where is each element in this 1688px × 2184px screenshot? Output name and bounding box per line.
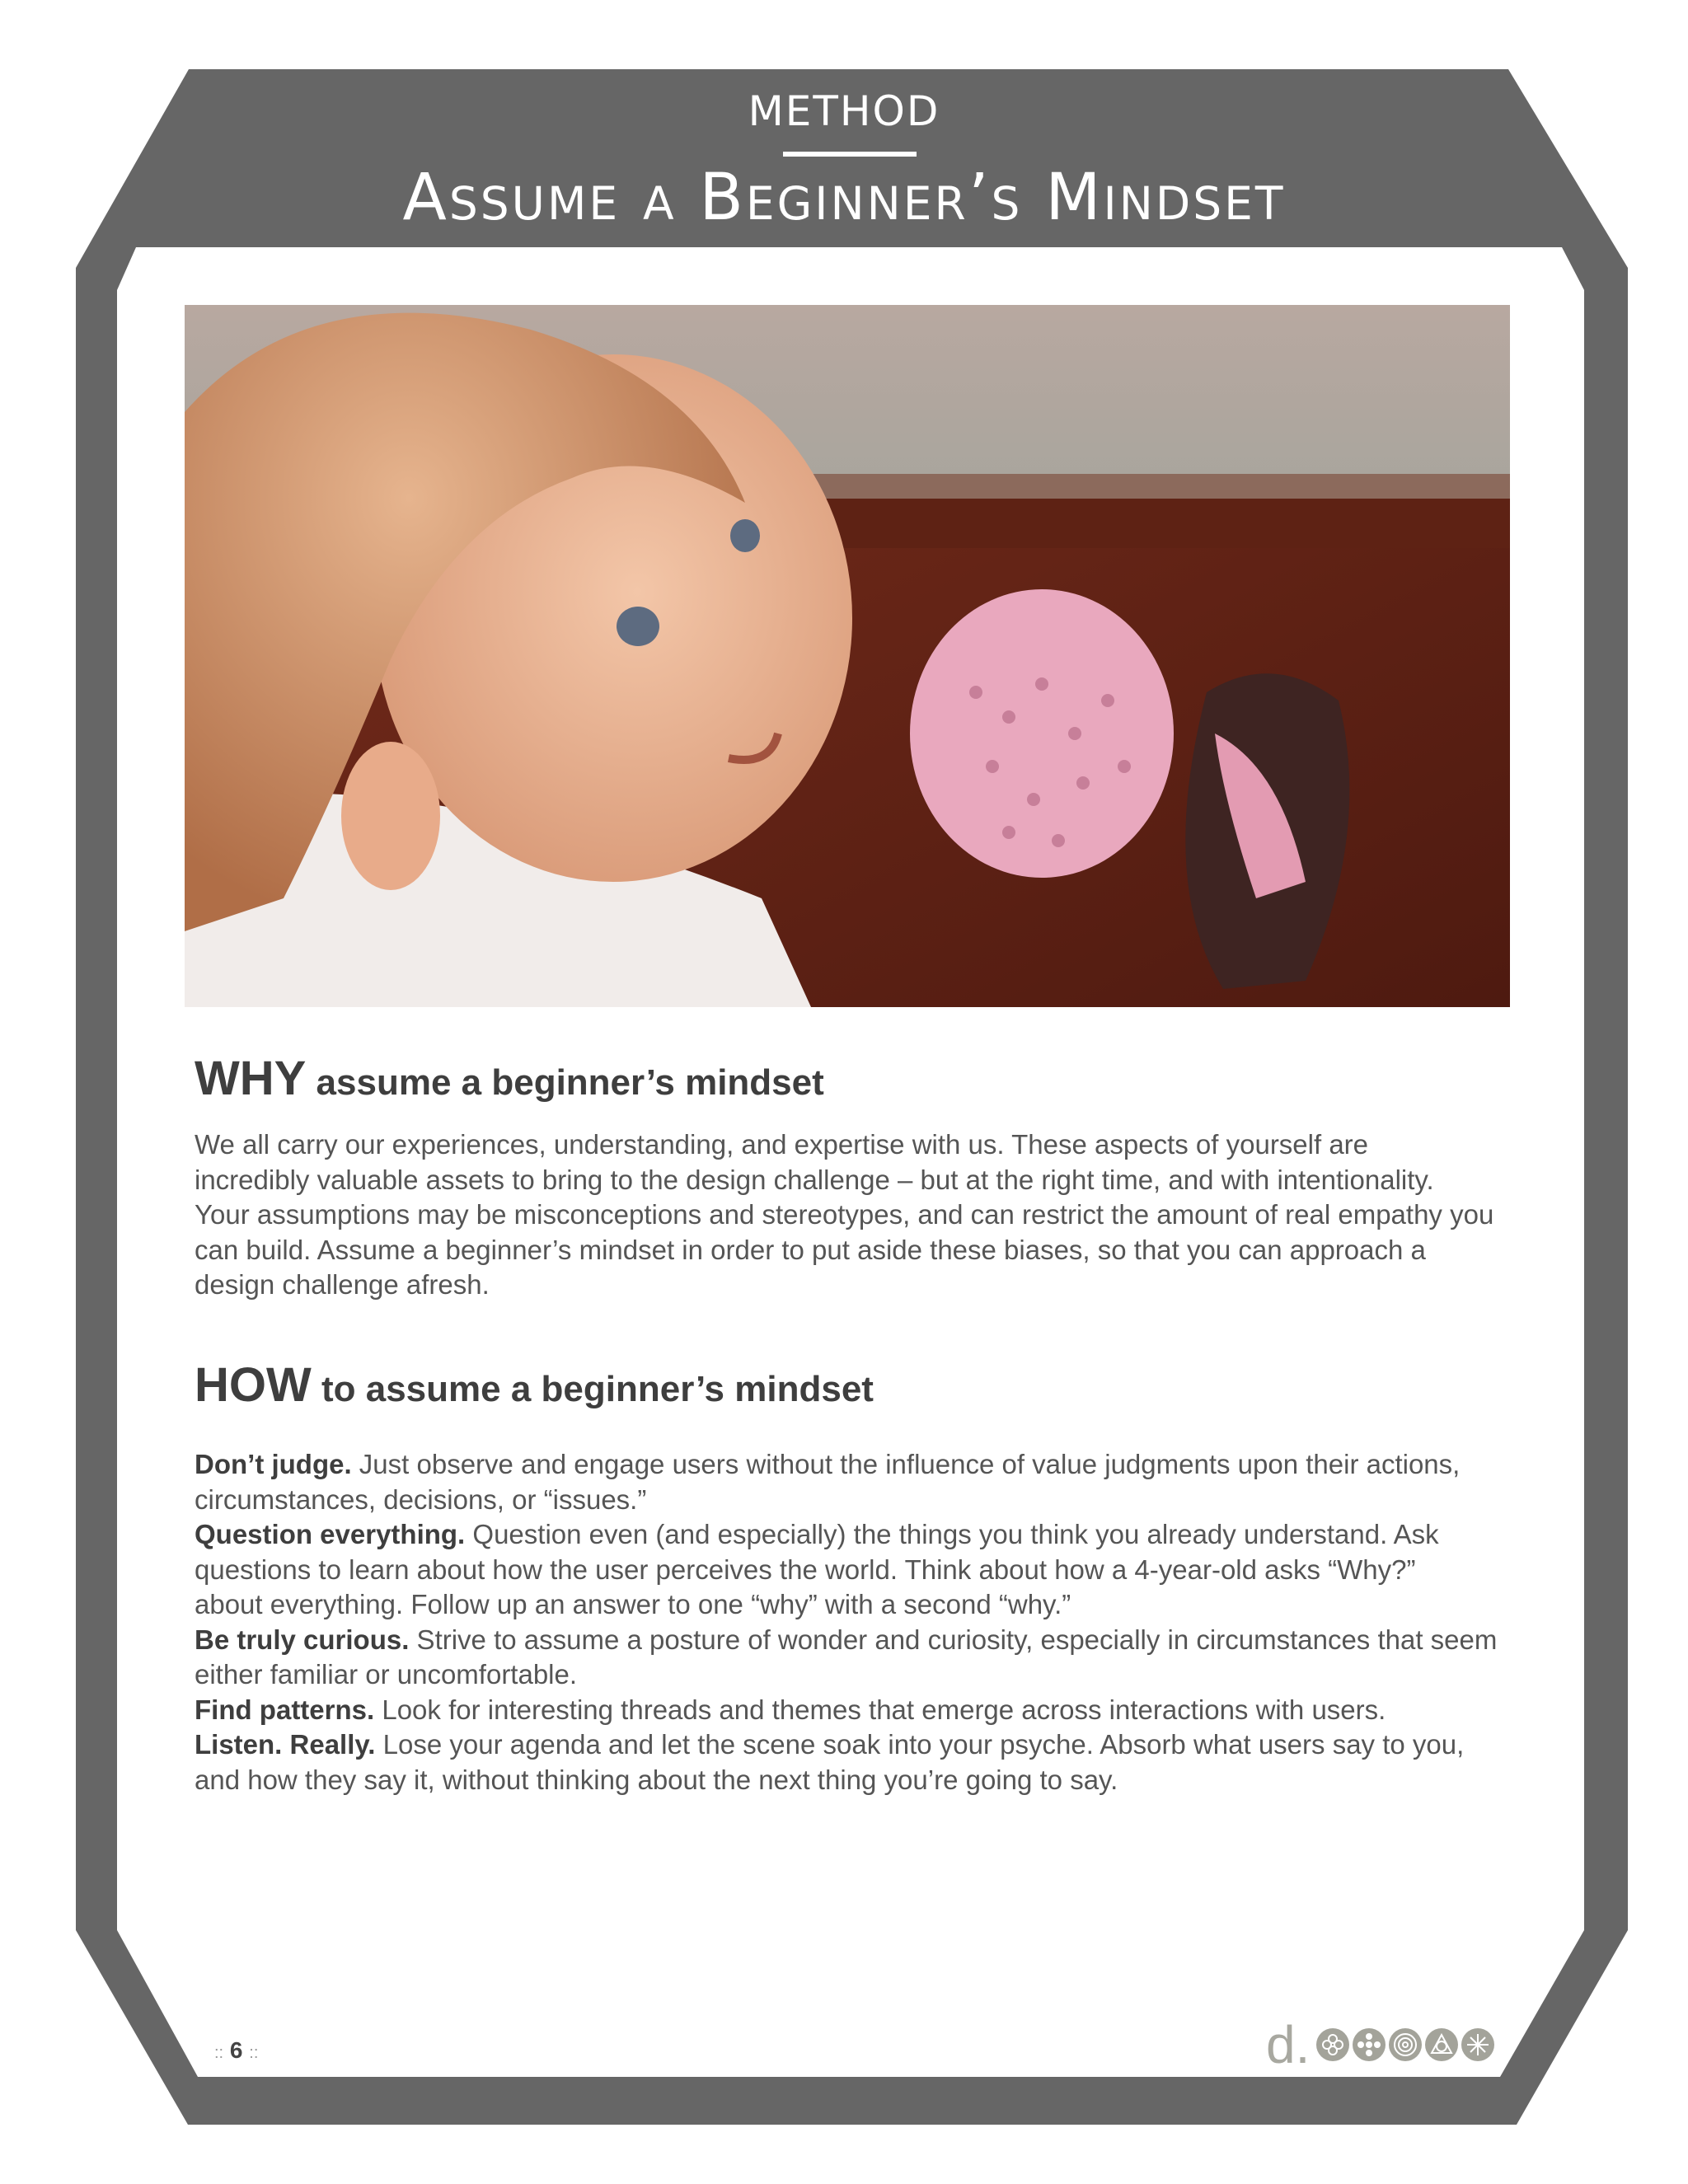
how-line-text: circumstances, decisions, or “issues.” <box>195 1483 647 1515</box>
how-line-text: Question even (and especially) the things you think you already understand. Ask <box>465 1519 1439 1549</box>
dschool-logo <box>1266 2016 1494 2074</box>
page-number <box>214 2037 258 2064</box>
how-line-text: Strive to assume a posture of wonder and curiosity, especially in circumstances that seem <box>409 1624 1498 1655</box>
why-line: can build. Assume a beginner’s mindset in order to put aside these biases, so that you can approach a <box>195 1234 1426 1265</box>
target-icon <box>1389 2028 1422 2061</box>
how-line <box>195 1517 1513 1553</box>
how-line <box>195 1553 1513 1588</box>
how-line <box>195 1623 1513 1658</box>
snowflake-icon <box>1461 2028 1494 2061</box>
how-line <box>195 1693 1513 1728</box>
how-line-term: Be truly curious. <box>195 1624 410 1655</box>
why-heading-lead: WHY <box>195 1052 307 1105</box>
page-title: Assume a Beginner’s Mindset <box>402 161 1286 235</box>
how-list <box>195 1447 1513 1797</box>
why-line: design challenge afresh. <box>195 1269 490 1300</box>
flower-icon <box>1316 2028 1349 2061</box>
page-number-dots-right: :: <box>249 2044 259 2062</box>
how-line <box>195 1727 1513 1763</box>
how-line <box>195 1587 1513 1623</box>
why-heading-rest: assume a beginner’s mindset <box>306 1062 824 1103</box>
how-line-term: Listen. Really. <box>195 1729 376 1760</box>
gear-flower-icon <box>1353 2028 1386 2061</box>
how-heading <box>195 1357 874 1413</box>
how-line-text: Lose your agenda and let the scene soak into your psyche. Absorb what users say to you, <box>375 1729 1465 1760</box>
how-line-text: about everything. Follow up an answer to one “why” with a second “why.” <box>195 1589 1071 1619</box>
how-line-text: and how they say it, without thinking about the next thing you’re going to say. <box>195 1764 1118 1795</box>
why-line: Your assumptions may be misconceptions and stereotypes, and can restrict the amount of real empathy you <box>195 1199 1494 1230</box>
page-number-value: 6 <box>229 2037 243 2063</box>
method-label: METHOD <box>748 87 940 135</box>
how-line-text: either familiar or uncomfortable. <box>195 1659 578 1690</box>
how-line <box>195 1657 1513 1693</box>
toddler-photo <box>185 305 1510 1007</box>
how-line-term: Question everything. <box>195 1519 466 1549</box>
how-line-term: Don’t judge. <box>195 1449 352 1479</box>
how-line-text: Just observe and engage users without the influence of value judgments upon their actions, <box>351 1449 1461 1479</box>
page-number-dots-left: :: <box>214 2044 224 2062</box>
how-line <box>195 1483 1513 1518</box>
how-line-term: Find patterns. <box>195 1694 375 1725</box>
how-heading-lead: HOW <box>195 1358 312 1412</box>
why-line: We all carry our experiences, understanding, and expertise with us. These aspects of yourself are <box>195 1129 1369 1160</box>
how-line <box>195 1763 1513 1798</box>
how-line-text: questions to learn about how the user perceives the world. Think about how a 4-year-old asks “Why?” <box>195 1554 1416 1585</box>
why-line: incredibly valuable assets to bring to the design challenge – but at the right time, and with intentionality. <box>195 1164 1434 1195</box>
how-line <box>195 1447 1513 1483</box>
how-line-text: Look for interesting threads and themes that emerge across interactions with users. <box>374 1694 1386 1725</box>
triangle-knot-icon <box>1425 2028 1458 2061</box>
header-divider <box>783 152 917 157</box>
how-heading-rest: to assume a beginner’s mindset <box>311 1369 874 1409</box>
why-heading <box>195 1051 824 1106</box>
why-paragraph <box>195 1127 1513 1303</box>
logo-letter: d. <box>1266 2015 1311 2074</box>
